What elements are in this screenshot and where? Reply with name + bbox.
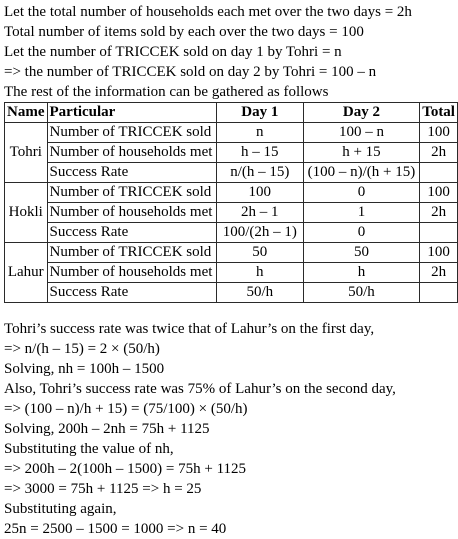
day2-cell: 50/h <box>303 283 419 303</box>
day1-cell: 50 <box>216 243 303 263</box>
table-row <box>5 123 458 143</box>
day2-cell: h <box>303 263 419 283</box>
day1-cell: n/(h – 15) <box>216 163 303 183</box>
solution-line: => 3000 = 75h + 1125 => h = 25 <box>4 481 202 497</box>
intro-text <box>4 2 458 102</box>
table-row <box>5 283 458 303</box>
day2-cell: (100 – n)/(h + 15) <box>303 163 419 183</box>
group-name: Hokli <box>5 183 48 243</box>
particular-cell: Success Rate <box>47 223 216 243</box>
intro-line: Let the total number of households each met over the two days = 2h <box>4 4 412 20</box>
particular-cell: Success Rate <box>47 163 216 183</box>
sales-table <box>4 102 458 303</box>
particular-cell: Number of households met <box>47 143 216 163</box>
group-name: Lahur <box>5 243 48 303</box>
total-cell <box>420 283 458 303</box>
day1-cell: 100 <box>216 183 303 203</box>
solution-line: Solving, nh = 100h – 1500 <box>4 361 165 377</box>
particular-cell: Number of TRICCEK sold <box>47 183 216 203</box>
total-cell: 100 <box>420 243 458 263</box>
table-row <box>5 223 458 243</box>
header-particular: Particular <box>47 103 216 123</box>
total-cell: 100 <box>420 123 458 143</box>
table-row <box>5 203 458 223</box>
header-total: Total <box>420 103 458 123</box>
day1-cell: 100/(2h – 1) <box>216 223 303 243</box>
solution-text <box>4 319 458 539</box>
header-day1: Day 1 <box>216 103 303 123</box>
intro-line: The rest of the information can be gathered as follows <box>4 84 329 100</box>
particular-cell: Number of TRICCEK sold <box>47 123 216 143</box>
solution-line: => 200h – 2(100h – 1500) = 75h + 1125 <box>4 461 247 477</box>
table-row <box>5 163 458 183</box>
solution-line: => (100 – n)/h + 15) = (75/100) × (50/h) <box>4 401 248 417</box>
solution-line: => n/(h – 15) = 2 × (50/h) <box>4 341 160 357</box>
day1-cell: n <box>216 123 303 143</box>
total-cell: 2h <box>420 203 458 223</box>
intro-line: Let the number of TRICCEK sold on day 1 by Tohri = n <box>4 44 342 60</box>
day1-cell: 50/h <box>216 283 303 303</box>
day2-cell: 1 <box>303 203 419 223</box>
total-cell: 100 <box>420 183 458 203</box>
total-cell: 2h <box>420 143 458 163</box>
table-row <box>5 263 458 283</box>
particular-cell: Number of TRICCEK sold <box>47 243 216 263</box>
particular-cell: Number of households met <box>47 263 216 283</box>
day2-cell: 0 <box>303 183 419 203</box>
particular-cell: Success Rate <box>47 283 216 303</box>
group-name: Tohri <box>5 123 48 183</box>
day1-cell: h <box>216 263 303 283</box>
total-cell: 2h <box>420 263 458 283</box>
day1-cell: h – 15 <box>216 143 303 163</box>
table-row <box>5 183 458 203</box>
solution-line: Solving, 200h – 2nh = 75h + 1125 <box>4 421 210 437</box>
table-header-row <box>5 103 458 123</box>
day2-cell: h + 15 <box>303 143 419 163</box>
table-row <box>5 143 458 163</box>
solution-line: Also, Tohri’s success rate was 75% of Lahur’s on the second day, <box>4 381 396 397</box>
intro-line: Total number of items sold by each over the two days = 100 <box>4 24 364 40</box>
day1-cell: 2h – 1 <box>216 203 303 223</box>
total-cell <box>420 223 458 243</box>
solution-line: 25n = 2500 – 1500 = 1000 => n = 40 <box>4 521 227 537</box>
table-row <box>5 243 458 263</box>
header-day2: Day 2 <box>303 103 419 123</box>
day2-cell: 50 <box>303 243 419 263</box>
header-name: Name <box>5 103 48 123</box>
day2-cell: 100 – n <box>303 123 419 143</box>
particular-cell: Number of households met <box>47 203 216 223</box>
spacer <box>4 303 458 319</box>
total-cell <box>420 163 458 183</box>
intro-line: => the number of TRICCEK sold on day 2 by Tohri = 100 – n <box>4 64 377 80</box>
solution-line: Substituting again, <box>4 501 117 517</box>
day2-cell: 0 <box>303 223 419 243</box>
solution-line: Substituting the value of nh, <box>4 441 174 457</box>
solution-line: Tohri’s success rate was twice that of Lahur’s on the first day, <box>4 321 375 337</box>
